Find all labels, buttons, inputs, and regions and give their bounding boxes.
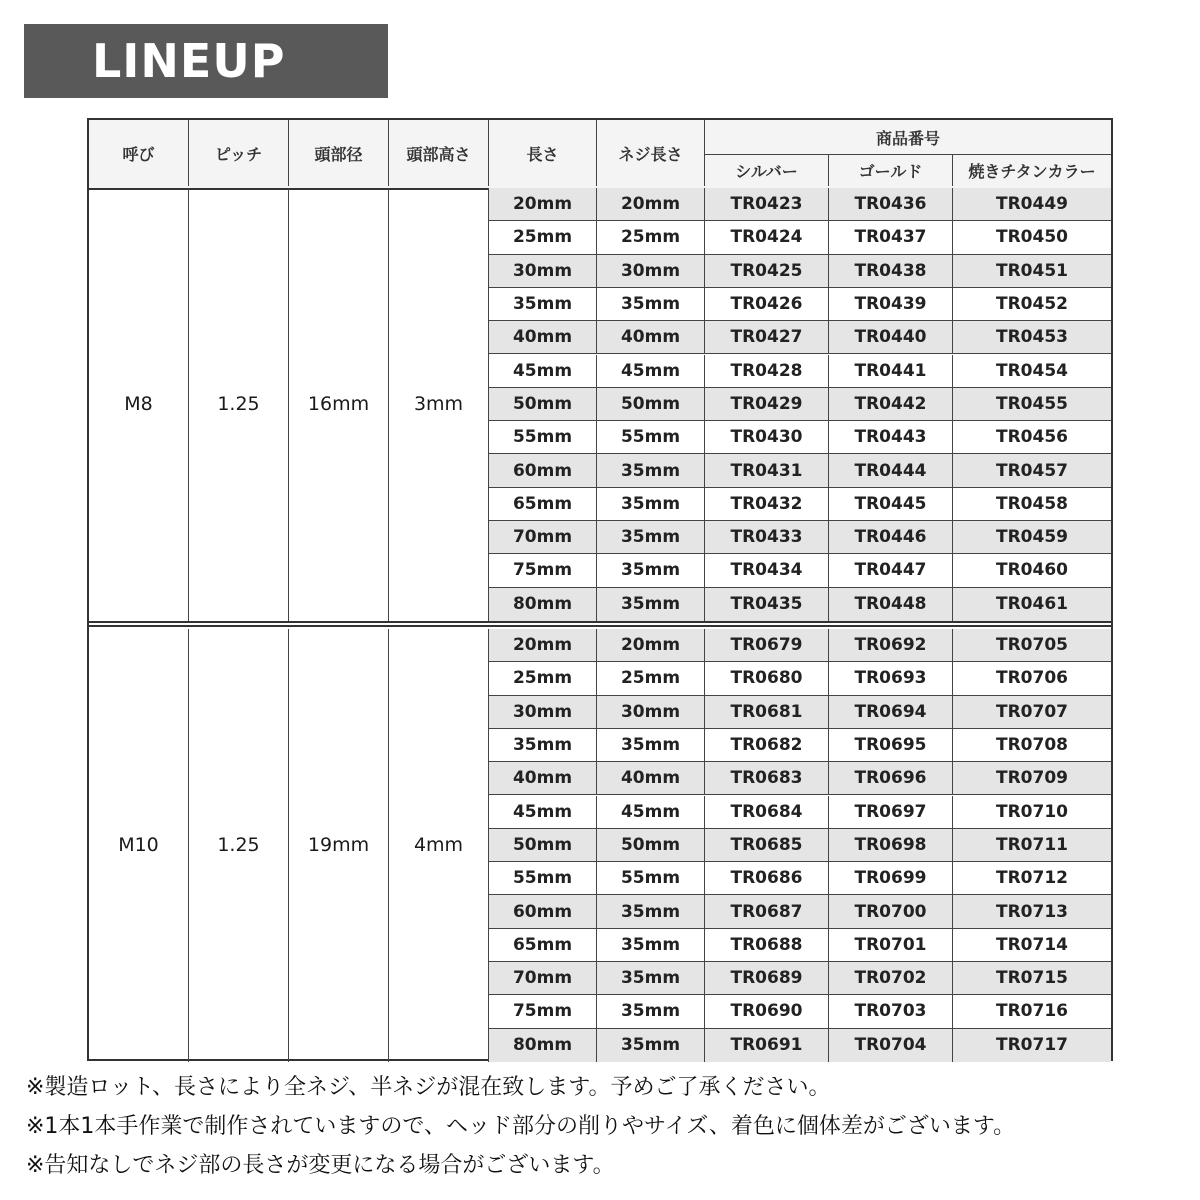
- header-name: 呼び: [89, 120, 189, 186]
- gold-code-cell: TR0436: [829, 188, 953, 220]
- burnt-code-cell: TR0453: [995, 327, 1068, 348]
- silver-code-cell: TR0689: [705, 962, 829, 994]
- silver-code-cell: TR0686: [705, 862, 829, 894]
- table-row: [489, 488, 1111, 521]
- gold-code-cell: TR0692: [829, 629, 953, 661]
- silver-code-cell: TR0423: [705, 188, 829, 220]
- header-gold: ゴールド: [829, 154, 953, 186]
- burnt-code-cell: TR0450: [995, 227, 1068, 248]
- length-cell: 65mm: [489, 929, 597, 961]
- silver-code-cell: TR0425: [705, 255, 829, 287]
- table-row: [489, 521, 1111, 554]
- note-3: ※告知なしでネジ部の長さが変更になる場合がございます。: [26, 1153, 615, 1178]
- gold-code-cell: TR0702: [829, 962, 953, 994]
- length-cell: 75mm: [489, 995, 597, 1027]
- thread-length-cell: 45mm: [597, 796, 705, 828]
- gold-code-cell: TR0441: [829, 355, 953, 387]
- length-cell: 80mm: [489, 588, 597, 621]
- thread-length-cell: 35mm: [597, 995, 705, 1027]
- gold-code-cell: TR0699: [829, 862, 953, 894]
- table-row: [489, 829, 1111, 862]
- burnt-code-cell: TR0707: [995, 701, 1068, 722]
- length-cell: 30mm: [489, 255, 597, 287]
- silver-code-cell: TR0424: [705, 221, 829, 253]
- gold-code-cell: TR0447: [829, 554, 953, 586]
- group-separator: [89, 621, 1111, 627]
- silver-code-cell: TR0429: [705, 388, 829, 420]
- gold-code-cell: TR0697: [829, 796, 953, 828]
- burnt-code-cell: TR0717: [995, 1035, 1068, 1056]
- pitch-value: 1.25: [189, 629, 289, 1062]
- notes: [26, 1068, 1186, 1185]
- burnt-code-cell: TR0706: [995, 668, 1068, 689]
- gold-code-cell: TR0443: [829, 421, 953, 453]
- table-row: [489, 995, 1111, 1028]
- thread-length-cell: 30mm: [597, 255, 705, 287]
- table-row: [489, 421, 1111, 454]
- header-product-number: 商品番号: [875, 128, 940, 148]
- length-cell: 20mm: [489, 629, 597, 661]
- burnt-code-cell: TR0710: [995, 801, 1068, 822]
- burnt-code-cell: TR0456: [995, 427, 1068, 448]
- head-height-value: 4mm: [389, 629, 489, 1062]
- gold-code-cell: TR0695: [829, 729, 953, 761]
- thread-length-cell: 50mm: [597, 388, 705, 420]
- table-row: [489, 355, 1111, 388]
- burnt-code-cell: TR0460: [995, 560, 1068, 581]
- thread-length-cell: 55mm: [597, 862, 705, 894]
- length-cell: 60mm: [489, 895, 597, 927]
- silver-code-cell: TR0433: [705, 521, 829, 553]
- burnt-code-cell: TR0709: [995, 768, 1068, 789]
- table-row: [489, 321, 1111, 354]
- burnt-code-cell: TR0457: [995, 460, 1068, 481]
- silver-code-cell: TR0434: [705, 554, 829, 586]
- length-cell: 55mm: [489, 862, 597, 894]
- table-row: [489, 255, 1111, 288]
- size-name: M8: [89, 188, 189, 621]
- burnt-code-cell: TR0711: [995, 834, 1068, 855]
- lineup-banner: [24, 24, 388, 98]
- gold-code-cell: TR0704: [829, 1029, 953, 1062]
- silver-code-cell: TR0428: [705, 355, 829, 387]
- header-silver: シルバー: [705, 154, 829, 186]
- thread-length-cell: 35mm: [597, 488, 705, 520]
- burnt-code-cell: TR0713: [995, 901, 1068, 922]
- thread-length-cell: 35mm: [597, 554, 705, 586]
- size-name: M10: [89, 629, 189, 1062]
- thread-length-cell: 20mm: [597, 629, 705, 661]
- gold-code-cell: TR0701: [829, 929, 953, 961]
- header-head-diameter: 頭部径: [289, 120, 389, 186]
- length-cell: 80mm: [489, 1029, 597, 1062]
- header-head-height: 頭部高さ: [389, 120, 489, 186]
- gold-code-cell: TR0446: [829, 521, 953, 553]
- table-row: [489, 796, 1111, 829]
- silver-code-cell: TR0680: [705, 662, 829, 694]
- note-2: ※1本1本手作業で制作されていますので、ヘッド部分の削りやサイズ、着色に個体差がございます。: [26, 1114, 1016, 1139]
- table-row: [489, 288, 1111, 321]
- thread-length-cell: 45mm: [597, 355, 705, 387]
- table-row: [489, 1029, 1111, 1062]
- silver-code-cell: TR0426: [705, 288, 829, 320]
- length-cell: 40mm: [489, 321, 597, 353]
- length-cell: 45mm: [489, 355, 597, 387]
- gold-code-cell: TR0442: [829, 388, 953, 420]
- length-cell: 40mm: [489, 762, 597, 794]
- table-row: [489, 388, 1111, 421]
- thread-length-cell: 30mm: [597, 696, 705, 728]
- thread-length-cell: 40mm: [597, 762, 705, 794]
- pitch-value: 1.25: [189, 188, 289, 621]
- thread-length-cell: 25mm: [597, 221, 705, 253]
- length-cell: 45mm: [489, 796, 597, 828]
- gold-code-cell: TR0693: [829, 662, 953, 694]
- length-cell: 30mm: [489, 696, 597, 728]
- burnt-code-cell: TR0461: [995, 594, 1068, 615]
- banner-title: LINEUP: [92, 34, 286, 88]
- burnt-code-cell: TR0455: [995, 393, 1068, 414]
- length-cell: 75mm: [489, 554, 597, 586]
- burnt-code-cell: TR0458: [995, 493, 1068, 514]
- burnt-code-cell: TR0449: [995, 194, 1068, 215]
- length-cell: 60mm: [489, 454, 597, 486]
- length-cell: 55mm: [489, 421, 597, 453]
- table-row: [489, 862, 1111, 895]
- table-row: [489, 629, 1111, 662]
- length-cell: 70mm: [489, 962, 597, 994]
- gold-code-cell: TR0694: [829, 696, 953, 728]
- burnt-code-cell: TR0712: [995, 868, 1068, 889]
- thread-length-cell: 35mm: [597, 895, 705, 927]
- silver-code-cell: TR0687: [705, 895, 829, 927]
- gold-code-cell: TR0698: [829, 829, 953, 861]
- burnt-code-cell: TR0716: [995, 1001, 1068, 1022]
- table-row: [489, 662, 1111, 695]
- table-row: [489, 454, 1111, 487]
- burnt-code-cell: TR0452: [995, 294, 1068, 315]
- silver-code-cell: TR0430: [705, 421, 829, 453]
- table-row: [489, 696, 1111, 729]
- gold-code-cell: TR0700: [829, 895, 953, 927]
- table-header: [89, 120, 1111, 190]
- silver-code-cell: TR0682: [705, 729, 829, 761]
- burnt-code-cell: TR0705: [995, 635, 1068, 656]
- silver-code-cell: TR0427: [705, 321, 829, 353]
- silver-code-cell: TR0681: [705, 696, 829, 728]
- thread-length-cell: 35mm: [597, 729, 705, 761]
- thread-length-cell: 40mm: [597, 321, 705, 353]
- thread-length-cell: 35mm: [597, 929, 705, 961]
- length-cell: 50mm: [489, 388, 597, 420]
- thread-length-cell: 35mm: [597, 1029, 705, 1062]
- table-row: [489, 962, 1111, 995]
- silver-code-cell: TR0431: [705, 454, 829, 486]
- silver-code-cell: TR0690: [705, 995, 829, 1027]
- head-height-value: 3mm: [389, 188, 489, 621]
- head-diameter-value: 16mm: [289, 188, 389, 621]
- table-row: [489, 221, 1111, 254]
- gold-code-cell: TR0444: [829, 454, 953, 486]
- gold-code-cell: TR0438: [829, 255, 953, 287]
- length-cell: 25mm: [489, 221, 597, 253]
- silver-code-cell: TR0679: [705, 629, 829, 661]
- table-row: [489, 554, 1111, 587]
- burnt-code-cell: TR0459: [995, 527, 1068, 548]
- length-cell: 50mm: [489, 829, 597, 861]
- burnt-code-cell: TR0454: [995, 360, 1068, 381]
- thread-length-cell: 35mm: [597, 521, 705, 553]
- silver-code-cell: TR0435: [705, 588, 829, 621]
- silver-code-cell: TR0684: [705, 796, 829, 828]
- head-diameter-value: 19mm: [289, 629, 389, 1062]
- length-cell: 35mm: [489, 288, 597, 320]
- gold-code-cell: TR0439: [829, 288, 953, 320]
- table-row: [489, 729, 1111, 762]
- thread-length-cell: 55mm: [597, 421, 705, 453]
- header-burnt-titanium: 焼きチタンカラー: [953, 154, 1111, 186]
- burnt-code-cell: TR0708: [995, 735, 1068, 756]
- header-pitch: ピッチ: [189, 120, 289, 186]
- length-cell: 70mm: [489, 521, 597, 553]
- burnt-code-cell: TR0451: [995, 260, 1068, 281]
- gold-code-cell: TR0703: [829, 995, 953, 1027]
- silver-code-cell: TR0691: [705, 1029, 829, 1062]
- thread-length-cell: 20mm: [597, 188, 705, 220]
- gold-code-cell: TR0445: [829, 488, 953, 520]
- silver-code-cell: TR0688: [705, 929, 829, 961]
- table-row: [489, 188, 1111, 221]
- thread-length-cell: 50mm: [597, 829, 705, 861]
- table-row: [489, 929, 1111, 962]
- gold-code-cell: TR0448: [829, 588, 953, 621]
- thread-length-cell: 35mm: [597, 962, 705, 994]
- thread-length-cell: 35mm: [597, 588, 705, 621]
- table-row: [489, 895, 1111, 928]
- thread-length-cell: 35mm: [597, 288, 705, 320]
- note-1: ※製造ロット、長さにより全ネジ、半ネジが混在致します。予めご了承ください。: [26, 1075, 831, 1100]
- gold-code-cell: TR0440: [829, 321, 953, 353]
- size-group-m10: [89, 629, 1111, 1062]
- gold-code-cell: TR0437: [829, 221, 953, 253]
- silver-code-cell: TR0685: [705, 829, 829, 861]
- length-cell: 20mm: [489, 188, 597, 220]
- thread-length-cell: 25mm: [597, 662, 705, 694]
- silver-code-cell: TR0432: [705, 488, 829, 520]
- table-row: [489, 588, 1111, 621]
- burnt-code-cell: TR0715: [995, 968, 1068, 989]
- length-cell: 25mm: [489, 662, 597, 694]
- header-length: 長さ: [489, 120, 597, 186]
- thread-length-cell: 35mm: [597, 454, 705, 486]
- gold-code-cell: TR0696: [829, 762, 953, 794]
- table-row: [489, 762, 1111, 795]
- lineup-table: [87, 118, 1113, 1061]
- length-cell: 35mm: [489, 729, 597, 761]
- size-group-m8: [89, 188, 1111, 621]
- silver-code-cell: TR0683: [705, 762, 829, 794]
- length-cell: 65mm: [489, 488, 597, 520]
- header-thread-length: ネジ長さ: [597, 120, 705, 186]
- burnt-code-cell: TR0714: [995, 934, 1068, 955]
